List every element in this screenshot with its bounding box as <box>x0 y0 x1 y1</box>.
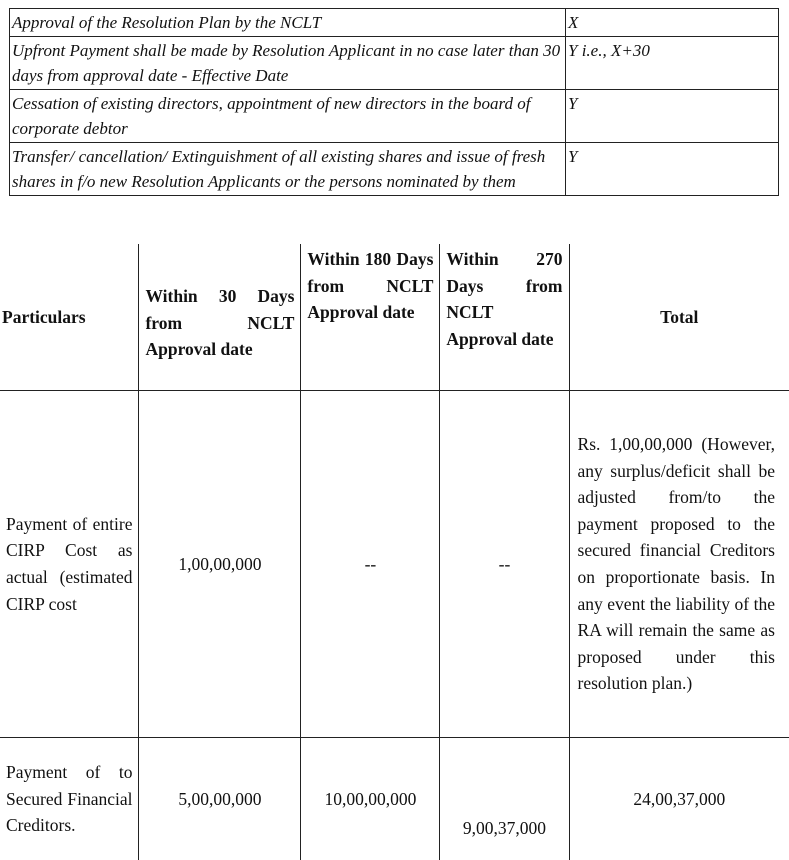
timeline-date: Y <box>566 90 779 143</box>
cell-total: Rs. 1,00,00,000 (However, any surplus/deficit shall be adjusted from/to the payment proposed to the secured financial Creditors on proportionate basis. In any event the liability of the RA will remain the same as proposed under this resolution plan.) <box>569 391 789 738</box>
cell-within-180-days: -- <box>301 391 440 738</box>
timeline-row <box>10 37 779 90</box>
cell-particulars: Payment of to Secured Financial Creditors. <box>0 738 139 860</box>
header-within-30-days: Within 30 Days from NCLT Approval date <box>139 244 301 391</box>
timeline-event: Upfront Payment shall be made by Resolution Applicant in no case later than 30 days from approval date - Effective Date <box>10 37 566 90</box>
timeline-table <box>9 8 779 196</box>
timeline-event: Cessation of existing directors, appointment of new directors in the board of corporate debtor <box>10 90 566 143</box>
timeline-row <box>10 143 779 196</box>
cell-total: 24,00,37,000 <box>569 738 789 860</box>
cell-within-30-days: 5,00,00,000 <box>139 738 301 860</box>
payment-schedule-table <box>0 244 789 860</box>
payment-header-row <box>0 244 789 391</box>
timeline-row <box>10 90 779 143</box>
timeline-event: Approval of the Resolution Plan by the NCLT <box>10 9 566 37</box>
timeline-date: Y <box>566 143 779 196</box>
header-within-270-days: Within 270 Days from NCLT Approval date <box>440 244 569 391</box>
timeline-row <box>10 9 779 37</box>
table-row <box>0 391 789 738</box>
header-total: Total <box>569 244 789 391</box>
cell-particulars: Payment of entire CIRP Cost as actual (estimated CIRP cost <box>0 391 139 738</box>
timeline-date: Y i.e., X+30 <box>566 37 779 90</box>
header-within-180-days: Within 180 Days from NCLT Approval date <box>301 244 440 391</box>
cell-within-30-days: 1,00,00,000 <box>139 391 301 738</box>
cell-within-180-days: 10,00,00,000 <box>301 738 440 860</box>
timeline-date: X <box>566 9 779 37</box>
timeline-event: Transfer/ cancellation/ Extinguishment of all existing shares and issue of fresh shares in f/o new Resolution Applicants or the persons nominated by them <box>10 143 566 196</box>
cell-within-270-days: -- <box>440 391 569 738</box>
cell-within-270-days: 9,00,37,000 <box>440 738 569 860</box>
header-particulars: Particulars <box>0 244 139 391</box>
table-row <box>0 738 789 860</box>
